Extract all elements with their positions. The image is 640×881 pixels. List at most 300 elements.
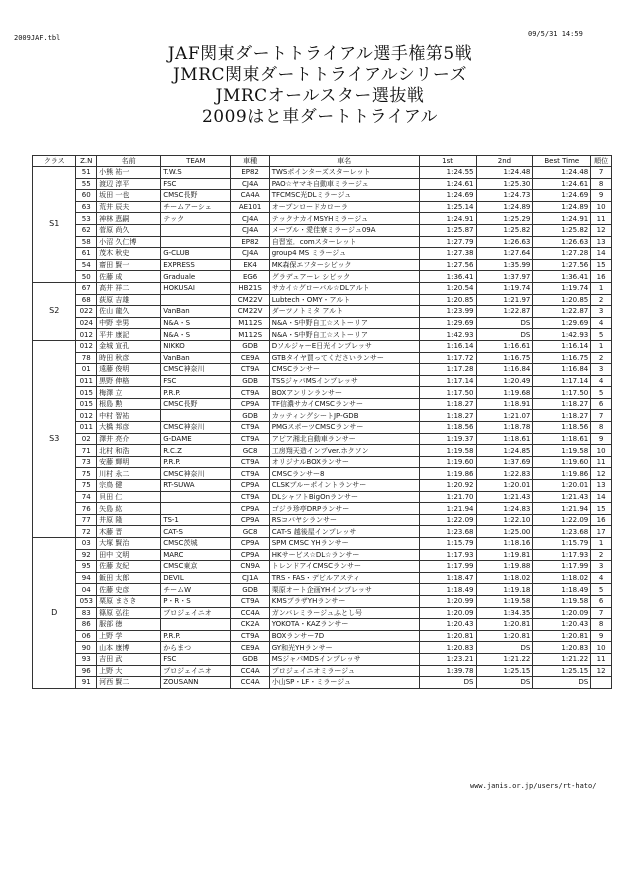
- carname-cell: 自習室．comスターレット: [269, 236, 419, 248]
- carname-cell: DソルジャーE日光インプレッサ: [269, 340, 419, 352]
- rank-cell: 1: [591, 340, 612, 352]
- col-model-header: 車種: [231, 156, 269, 167]
- name-cell: 大塚 賢治: [97, 538, 161, 550]
- best-time-cell: 1:19.58: [533, 445, 591, 457]
- team-cell: R.C.Z: [161, 445, 231, 457]
- zn-cell: 75: [76, 480, 97, 492]
- rank-cell: 16: [591, 514, 612, 526]
- col-rank-header: 順位: [591, 156, 612, 167]
- best-time-cell: 1:18.02: [533, 572, 591, 584]
- table-row: [33, 271, 612, 283]
- first-run-cell: 1:17.72: [419, 352, 476, 364]
- title-line-3: JMRCオールスター選抜戦: [215, 86, 425, 106]
- team-cell: T.W.S: [161, 167, 231, 179]
- best-time-cell: 1:18.27: [533, 398, 591, 410]
- name-cell: 宗鳥 健: [97, 480, 161, 492]
- name-cell: 遠藤 俊明: [97, 364, 161, 376]
- best-time-cell: 1:24.91: [533, 213, 591, 225]
- rank-cell: 10: [591, 201, 612, 213]
- best-time-cell: 1:42.93: [533, 329, 591, 341]
- zn-cell: 012: [76, 329, 97, 341]
- file-name: 2009JAF.tbl: [14, 34, 61, 42]
- zn-cell: 03: [76, 538, 97, 550]
- zn-cell: 022: [76, 306, 97, 318]
- table-row: [33, 607, 612, 619]
- name-cell: 大橋 邦彦: [97, 422, 161, 434]
- table-row: [33, 387, 612, 399]
- second-run-cell: 1:25.00: [476, 526, 533, 538]
- second-run-cell: 1:37.69: [476, 456, 533, 468]
- rank-cell: 5: [591, 329, 612, 341]
- model-cell: CP9A: [231, 538, 269, 550]
- zn-cell: 72: [76, 526, 97, 538]
- rank-cell: 8: [591, 619, 612, 631]
- team-cell: VanBan: [161, 352, 231, 364]
- zn-cell: 75: [76, 468, 97, 480]
- second-run-cell: 1:18.61: [476, 433, 533, 445]
- model-cell: EG6: [231, 271, 269, 283]
- col-zn-header: Z.N: [76, 156, 97, 167]
- name-cell: 時田 秋彦: [97, 352, 161, 364]
- second-run-cell: DS: [476, 329, 533, 341]
- second-run-cell: 1:24.83: [476, 503, 533, 515]
- best-time-cell: 1:24.69: [533, 190, 591, 202]
- zn-cell: 51: [76, 167, 97, 179]
- model-cell: CJ4A: [231, 213, 269, 225]
- table-row: [33, 538, 612, 550]
- name-cell: 川村 永二: [97, 468, 161, 480]
- team-cell: CAT-S: [161, 526, 231, 538]
- zn-cell: 68: [76, 294, 97, 306]
- zn-cell: 58: [76, 236, 97, 248]
- model-cell: CT9A: [231, 456, 269, 468]
- zn-cell: 55: [76, 178, 97, 190]
- first-run-cell: 1:20.54: [419, 282, 476, 294]
- carname-cell: アピア湘北自動車ランサー: [269, 433, 419, 445]
- carname-cell: オープンロードカローラ: [269, 201, 419, 213]
- name-cell: 金城 宣孔: [97, 340, 161, 352]
- zn-cell: 67: [76, 282, 97, 294]
- best-time-cell: 1:24.61: [533, 178, 591, 190]
- rank-cell: 9: [591, 433, 612, 445]
- second-run-cell: 1:20.81: [476, 630, 533, 642]
- carname-cell: CLSKブルーポイントランサー: [269, 480, 419, 492]
- name-cell: 澤井 亮介: [97, 433, 161, 445]
- carname-cell: DLシャフトBigOnランサー: [269, 491, 419, 503]
- carname-cell: グラデュアーレ シビック: [269, 271, 419, 283]
- team-cell: CMSC神奈川: [161, 468, 231, 480]
- team-cell: N&A・S: [161, 317, 231, 329]
- model-cell: CJ1A: [231, 572, 269, 584]
- first-run-cell: 1:16.14: [419, 340, 476, 352]
- best-time-cell: 1:25.82: [533, 224, 591, 236]
- model-cell: GDB: [231, 375, 269, 387]
- carname-cell: メープル・愛佳寮ミラージュ09A: [269, 224, 419, 236]
- second-run-cell: 1:37.97: [476, 271, 533, 283]
- footer-url: www.janis.or.jp/users/rt-hato/: [470, 782, 597, 790]
- carname-cell: テックナカイMSYHミラージュ: [269, 213, 419, 225]
- carname-cell: N&A・S中野自工☆ストーリア: [269, 317, 419, 329]
- carname-cell: 工房翔天造インプver.ホクソン: [269, 445, 419, 457]
- table-row: [33, 236, 612, 248]
- table-row: [33, 456, 612, 468]
- rank-cell: 3: [591, 364, 612, 376]
- model-cell: GC8: [231, 445, 269, 457]
- first-run-cell: 1:27.56: [419, 259, 476, 271]
- col-2nd-header: 2nd: [476, 156, 533, 167]
- best-time-cell: 1:36.41: [533, 271, 591, 283]
- model-cell: CT9A: [231, 433, 269, 445]
- team-cell: MARC: [161, 549, 231, 561]
- first-run-cell: 1:27.38: [419, 248, 476, 260]
- second-run-cell: DS: [476, 317, 533, 329]
- first-run-cell: 1:22.09: [419, 514, 476, 526]
- second-run-cell: 1:20.49: [476, 375, 533, 387]
- first-run-cell: 1:24.61: [419, 178, 476, 190]
- name-cell: 山本 康博: [97, 642, 161, 654]
- col-name-header: 名前: [97, 156, 161, 167]
- rank-cell: 5: [591, 584, 612, 596]
- zn-cell: 011: [76, 375, 97, 387]
- second-run-cell: 1:22.83: [476, 468, 533, 480]
- carname-cell: トレンドアイCMSCランサー: [269, 561, 419, 573]
- table-row: [33, 190, 612, 202]
- carname-cell: BOXランサー7D: [269, 630, 419, 642]
- first-run-cell: 1:36.41: [419, 271, 476, 283]
- model-cell: CT9A: [231, 595, 269, 607]
- results-body: [33, 167, 612, 689]
- second-run-cell: 1:25.82: [476, 224, 533, 236]
- name-cell: 菅原 尚久: [97, 224, 161, 236]
- name-cell: 渡辺 淳平: [97, 178, 161, 190]
- col-team-header: TEAM: [161, 156, 231, 167]
- team-cell: [161, 410, 231, 422]
- name-cell: 坂田 一也: [97, 190, 161, 202]
- best-time-cell: DS: [533, 677, 591, 689]
- second-run-cell: 1:18.91: [476, 398, 533, 410]
- first-run-cell: 1:20.85: [419, 294, 476, 306]
- name-cell: 平井 康記: [97, 329, 161, 341]
- carname-cell: KMSブラザYHランサー: [269, 595, 419, 607]
- zn-cell: 63: [76, 201, 97, 213]
- team-cell: Graduale: [161, 271, 231, 283]
- second-run-cell: 1:19.18: [476, 584, 533, 596]
- team-cell: VanBan: [161, 306, 231, 318]
- carname-cell: GTBタイヤ買ってくださいランサー: [269, 352, 419, 364]
- zn-cell: 012: [76, 410, 97, 422]
- rank-cell: 6: [591, 595, 612, 607]
- carname-cell: TF信濃サカイCMSCランサー: [269, 398, 419, 410]
- model-cell: EP82: [231, 236, 269, 248]
- name-cell: 上野 大: [97, 665, 161, 677]
- name-cell: 茂木 秋史: [97, 248, 161, 260]
- table-row: [33, 398, 612, 410]
- table-row: [33, 665, 612, 677]
- name-cell: 井原 隆: [97, 514, 161, 526]
- best-time-cell: 1:29.69: [533, 317, 591, 329]
- table-row: [33, 642, 612, 654]
- table-row: [33, 572, 612, 584]
- table-row: [33, 433, 612, 445]
- best-time-cell: 1:20.09: [533, 607, 591, 619]
- table-row: [33, 294, 612, 306]
- second-run-cell: 1:26.63: [476, 236, 533, 248]
- team-cell: CMSC東京: [161, 561, 231, 573]
- team-cell: プロジェイニオ: [161, 607, 231, 619]
- rank-cell: 10: [591, 445, 612, 457]
- model-cell: CN9A: [231, 561, 269, 573]
- best-time-cell: 1:27.28: [533, 248, 591, 260]
- title-line-2: JMRC関東ダートトライアルシリーズ: [172, 65, 468, 85]
- model-cell: GDB: [231, 653, 269, 665]
- model-cell: GDB: [231, 340, 269, 352]
- team-cell: [161, 491, 231, 503]
- name-cell: 梅澤 立: [97, 387, 161, 399]
- first-run-cell: 1:17.14: [419, 375, 476, 387]
- second-run-cell: 1:18.02: [476, 572, 533, 584]
- team-cell: CMSC神奈川: [161, 364, 231, 376]
- first-run-cell: 1:19.37: [419, 433, 476, 445]
- name-cell: 根島 勲: [97, 398, 161, 410]
- carname-cell: MK森保エフターシビック: [269, 259, 419, 271]
- first-run-cell: 1:18.27: [419, 410, 476, 422]
- carname-cell: プロジェイニオミラージュ: [269, 665, 419, 677]
- carname-cell: RSコバヤシランサー: [269, 514, 419, 526]
- second-run-cell: 1:19.58: [476, 595, 533, 607]
- title-line-4: 2009はと車ダートトライアル: [201, 107, 439, 127]
- zn-cell: 02: [76, 433, 97, 445]
- model-cell: CM22V: [231, 306, 269, 318]
- table-row: [33, 213, 612, 225]
- carname-cell: TWSポインターズスターレット: [269, 167, 419, 179]
- rank-cell: 16: [591, 271, 612, 283]
- name-cell: 荻原 吉雄: [97, 294, 161, 306]
- rank-cell: 5: [591, 387, 612, 399]
- second-run-cell: 1:25.29: [476, 213, 533, 225]
- rank-cell: 14: [591, 248, 612, 260]
- zn-cell: 74: [76, 491, 97, 503]
- second-run-cell: 1:21.22: [476, 653, 533, 665]
- name-cell: 齋田 賢一: [97, 259, 161, 271]
- model-cell: AE101: [231, 201, 269, 213]
- name-cell: 黒野 伸格: [97, 375, 161, 387]
- model-cell: M112S: [231, 317, 269, 329]
- zn-cell: 94: [76, 572, 97, 584]
- team-cell: FSC: [161, 178, 231, 190]
- rank-cell: 3: [591, 306, 612, 318]
- model-cell: GC8: [231, 526, 269, 538]
- rank-cell: 17: [591, 526, 612, 538]
- model-cell: EK4: [231, 259, 269, 271]
- zn-cell: 83: [76, 607, 97, 619]
- best-time-cell: 1:22.09: [533, 514, 591, 526]
- name-cell: 北村 和浩: [97, 445, 161, 457]
- second-run-cell: 1:21.43: [476, 491, 533, 503]
- table-row: [33, 561, 612, 573]
- second-run-cell: 1:18.16: [476, 538, 533, 550]
- print-timestamp: 09/5/31 14:59: [528, 30, 583, 38]
- col-1st-header: 1st: [419, 156, 476, 167]
- second-run-cell: 1:16.61: [476, 340, 533, 352]
- first-run-cell: 1:24.91: [419, 213, 476, 225]
- team-cell: HOKUSAI: [161, 282, 231, 294]
- model-cell: CE9A: [231, 642, 269, 654]
- first-run-cell: 1:18.27: [419, 398, 476, 410]
- best-time-cell: 1:21.43: [533, 491, 591, 503]
- carname-cell: PMGスポーツCMSCランサー: [269, 422, 419, 434]
- name-cell: 篠原 弘往: [97, 607, 161, 619]
- name-cell: 高井 祥二: [97, 282, 161, 294]
- carname-cell: TFCMSC光DLミラージュ: [269, 190, 419, 202]
- team-cell: DEVIL: [161, 572, 231, 584]
- table-row: [33, 178, 612, 190]
- best-time-cell: 1:17.99: [533, 561, 591, 573]
- team-cell: TS-1: [161, 514, 231, 526]
- table-row: [33, 514, 612, 526]
- first-run-cell: 1:39.78: [419, 665, 476, 677]
- team-cell: からまつ: [161, 642, 231, 654]
- name-cell: 服部 徳: [97, 619, 161, 631]
- second-run-cell: 1:21.97: [476, 294, 533, 306]
- rank-cell: 11: [591, 456, 612, 468]
- team-cell: P.R.P.: [161, 630, 231, 642]
- first-run-cell: 1:20.83: [419, 642, 476, 654]
- team-cell: CMSC長野: [161, 190, 231, 202]
- team-cell: FSC: [161, 375, 231, 387]
- first-run-cell: 1:23.68: [419, 526, 476, 538]
- rank-cell: 4: [591, 375, 612, 387]
- rank-cell: 8: [591, 178, 612, 190]
- best-time-cell: 1:18.49: [533, 584, 591, 596]
- table-row: [33, 445, 612, 457]
- rank-cell: 4: [591, 572, 612, 584]
- zn-cell: 012: [76, 340, 97, 352]
- model-cell: EP82: [231, 167, 269, 179]
- second-run-cell: 1:16.75: [476, 352, 533, 364]
- best-time-cell: 1:24.89: [533, 201, 591, 213]
- carname-cell: 栗原オート企画YHインプレッサ: [269, 584, 419, 596]
- table-row: [33, 248, 612, 260]
- carname-cell: group4 MS ミラージュ: [269, 248, 419, 260]
- second-run-cell: 1:19.81: [476, 549, 533, 561]
- carname-cell: ダーツノトミタ アルト: [269, 306, 419, 318]
- second-run-cell: 1:22.87: [476, 306, 533, 318]
- best-time-cell: 1:17.50: [533, 387, 591, 399]
- first-run-cell: 1:18.49: [419, 584, 476, 596]
- first-run-cell: 1:21.94: [419, 503, 476, 515]
- rank-cell: 1: [591, 538, 612, 550]
- best-time-cell: 1:18.27: [533, 410, 591, 422]
- zn-cell: 78: [76, 352, 97, 364]
- best-time-cell: 1:19.86: [533, 468, 591, 480]
- first-run-cell: 1:19.58: [419, 445, 476, 457]
- model-cell: CT9A: [231, 387, 269, 399]
- team-cell: G-DAME: [161, 433, 231, 445]
- rank-cell: 2: [591, 352, 612, 364]
- rank-cell: 7: [591, 167, 612, 179]
- carname-cell: MSジャパMDSインプレッサ: [269, 653, 419, 665]
- carname-cell: CAT-S 越後屋インプレッサ: [269, 526, 419, 538]
- team-cell: CMSC神奈川: [161, 422, 231, 434]
- model-cell: CC4A: [231, 677, 269, 689]
- second-run-cell: 1:35.99: [476, 259, 533, 271]
- first-run-cell: 1:17.93: [419, 549, 476, 561]
- carname-cell: CMSCランサー: [269, 364, 419, 376]
- carname-cell: サカイ☆グローバル☆DLアルト: [269, 282, 419, 294]
- name-cell: 佐藤 友紀: [97, 561, 161, 573]
- zn-cell: 06: [76, 630, 97, 642]
- name-cell: 河西 賢二: [97, 677, 161, 689]
- zn-cell: 015: [76, 398, 97, 410]
- second-run-cell: 1:22.10: [476, 514, 533, 526]
- model-cell: CT9A: [231, 468, 269, 480]
- team-cell: RT-SUWA: [161, 480, 231, 492]
- model-cell: CP9A: [231, 503, 269, 515]
- second-run-cell: 1:25.30: [476, 178, 533, 190]
- best-time-cell: 1:15.79: [533, 538, 591, 550]
- rank-cell: 11: [591, 653, 612, 665]
- table-row: [33, 480, 612, 492]
- model-cell: CE9A: [231, 352, 269, 364]
- team-cell: P.R.P.: [161, 387, 231, 399]
- best-time-cell: 1:16.14: [533, 340, 591, 352]
- carname-cell: オリジナルBOXランサー: [269, 456, 419, 468]
- col-carname-header: 車名: [269, 156, 419, 167]
- best-time-cell: 1:25.15: [533, 665, 591, 677]
- model-cell: CP9A: [231, 514, 269, 526]
- first-run-cell: DS: [419, 677, 476, 689]
- table-row: [33, 422, 612, 434]
- model-cell: HB21S: [231, 282, 269, 294]
- second-run-cell: DS: [476, 642, 533, 654]
- rank-cell: 12: [591, 468, 612, 480]
- team-cell: FSC: [161, 653, 231, 665]
- name-cell: 木藤 晋: [97, 526, 161, 538]
- best-time-cell: 1:18.61: [533, 433, 591, 445]
- best-time-cell: 1:22.87: [533, 306, 591, 318]
- zn-cell: 54: [76, 259, 97, 271]
- carname-cell: ガンバレミラージュふとし号: [269, 607, 419, 619]
- team-cell: [161, 619, 231, 631]
- team-cell: G-CLUB: [161, 248, 231, 260]
- best-time-cell: 1:21.22: [533, 653, 591, 665]
- best-time-cell: 1:16.75: [533, 352, 591, 364]
- model-cell: CP9A: [231, 398, 269, 410]
- first-run-cell: 1:20.81: [419, 630, 476, 642]
- model-cell: GDB: [231, 584, 269, 596]
- table-row: [33, 306, 612, 318]
- table-row: [33, 259, 612, 271]
- carname-cell: SPM CMSC YHランサー: [269, 538, 419, 550]
- team-cell: [161, 224, 231, 236]
- name-cell: 荒井 辰夫: [97, 201, 161, 213]
- rank-cell: 1: [591, 282, 612, 294]
- team-cell: ZOUSANN: [161, 677, 231, 689]
- first-run-cell: 1:17.28: [419, 364, 476, 376]
- second-run-cell: 1:20.81: [476, 619, 533, 631]
- second-run-cell: 1:27.64: [476, 248, 533, 260]
- first-run-cell: 1:18.47: [419, 572, 476, 584]
- carname-cell: TSSジャパMSインプレッサ: [269, 375, 419, 387]
- rank-cell: 15: [591, 503, 612, 515]
- second-run-cell: 1:21.07: [476, 410, 533, 422]
- first-run-cell: 1:25.87: [419, 224, 476, 236]
- name-cell: 神林 恵嗣: [97, 213, 161, 225]
- carname-cell: CMSCランサー8: [269, 468, 419, 480]
- class-cell: S1: [33, 167, 76, 283]
- first-run-cell: 1:17.50: [419, 387, 476, 399]
- zn-cell: 90: [76, 642, 97, 654]
